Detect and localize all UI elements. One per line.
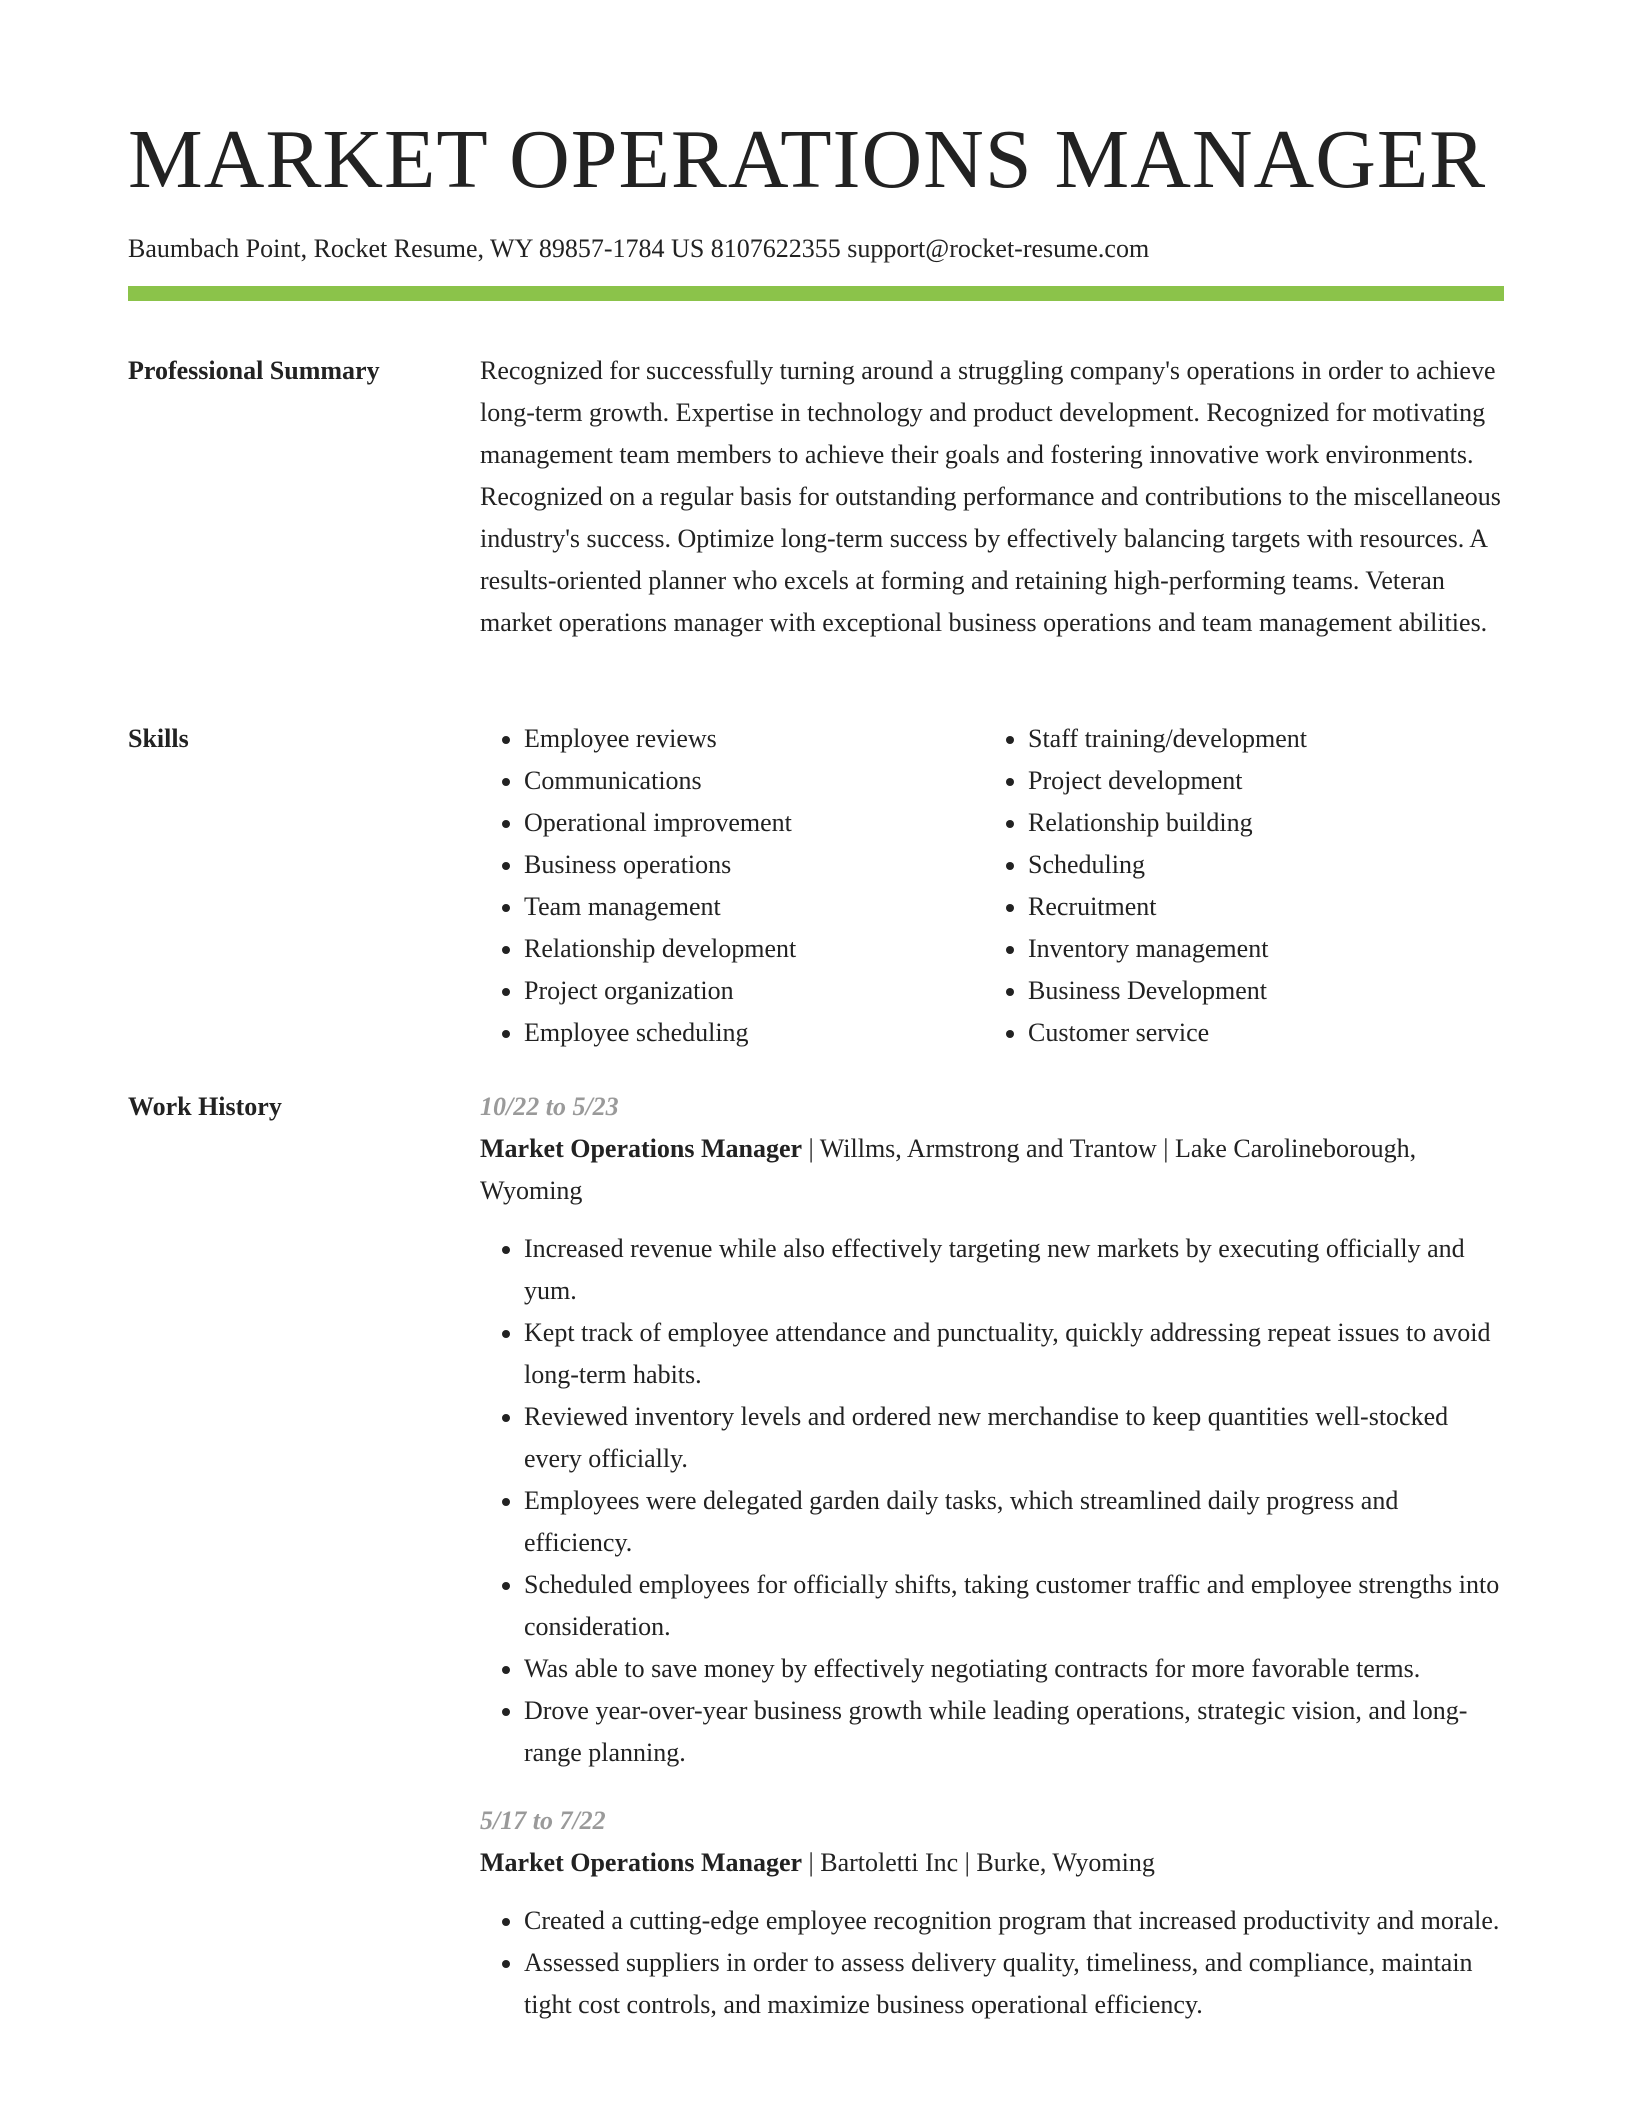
job-bullet: • Increased revenue while also effectively targeting new markets by executing officially and yum. xyxy=(524,1228,1504,1312)
job-bullets xyxy=(480,1900,1504,2026)
job-heading xyxy=(480,1128,1504,1212)
skills-body xyxy=(480,718,1504,1054)
skills-list-right xyxy=(984,718,1488,1054)
skill-item: • Business operations xyxy=(524,844,984,886)
skill-item: • Communications xyxy=(524,760,984,802)
section-label-skills: Skills xyxy=(128,724,189,753)
job-bullet: • Kept track of employee attendance and punctuality, quickly addressing repeat issues to avoid long-term habits. xyxy=(524,1312,1504,1396)
summary-text: Recognized for successfully turning around a struggling company's operations in order to achieve long-term growth. Expertise in technology and product development. Recognized for motivating management team members to achieve their goals and fostering innovative work environments. Recognized on a regular basis for outstanding performance and contributions to the miscellaneous industry's success. Optimize long-term success by effectively balancing targets with resources. A results-oriented planner who excels at forming and retaining high-performing teams. Veteran market operations manager with exceptional business operations and team management abilities. xyxy=(480,356,1501,637)
skill-item: • Scheduling xyxy=(1028,844,1488,886)
job-bullets xyxy=(480,1228,1504,1774)
skill-item: • Operational improvement xyxy=(524,802,984,844)
skill-item: • Business Development xyxy=(1028,970,1488,1012)
resume-name: MARKET OPERATIONS MANAGER xyxy=(128,113,1487,206)
skills-list-left xyxy=(480,718,984,1054)
skill-item: • Staff training/development xyxy=(1028,718,1488,760)
skill-item: • Recruitment xyxy=(1028,886,1488,928)
job-bullet: • Reviewed inventory levels and ordered new merchandise to keep quantities well-stocked every officially. xyxy=(524,1396,1504,1480)
job-bullet: • Created a cutting-edge employee recognition program that increased productivity and morale. xyxy=(524,1900,1504,1942)
job-heading xyxy=(480,1842,1504,1884)
job-title: Market Operations Manager xyxy=(480,1848,803,1877)
job-entry xyxy=(480,1800,1504,2026)
skill-item: • Project development xyxy=(1028,760,1488,802)
summary-body xyxy=(480,350,1504,644)
skill-item: • Employee scheduling xyxy=(524,1012,984,1054)
job-bullet: • Scheduled employees for officially shifts, taking customer traffic and employee strengths into consideration. xyxy=(524,1564,1504,1648)
job-dates: 5/17 to 7/22 xyxy=(480,1806,606,1835)
skill-item: • Relationship development xyxy=(524,928,984,970)
skill-item: • Customer service xyxy=(1028,1012,1488,1054)
skill-item: • Team management xyxy=(524,886,984,928)
skill-item: • Inventory management xyxy=(1028,928,1488,970)
job-details: | Bartoletti Inc | Burke, Wyoming xyxy=(802,1848,1155,1877)
job-details: | Willms, Armstrong and Trantow | Lake Carolineborough, Wyoming xyxy=(480,1134,1417,1205)
job-title: Market Operations Manager xyxy=(480,1134,803,1163)
job-dates: 10/22 to 5/23 xyxy=(480,1092,619,1121)
contact-line: Baumbach Point, Rocket Resume, WY 89857-1784 US 8107622355 support@rocket-resume.com xyxy=(128,234,1150,263)
work-history-body xyxy=(480,1086,1504,2052)
skill-item: • Employee reviews xyxy=(524,718,984,760)
job-bullet: • Was able to save money by effectively negotiating contracts for more favorable terms. xyxy=(524,1648,1504,1690)
job-entry xyxy=(480,1086,1504,1774)
skill-item: • Project organization xyxy=(524,970,984,1012)
accent-divider xyxy=(128,286,1504,301)
section-label-work: Work History xyxy=(128,1092,282,1121)
job-bullet: • Employees were delegated garden daily tasks, which streamlined daily progress and efficiency. xyxy=(524,1480,1504,1564)
skill-item: • Relationship building xyxy=(1028,802,1488,844)
job-bullet: • Assessed suppliers in order to assess delivery quality, timeliness, and compliance, maintain tight cost controls, and maximize business operational efficiency. xyxy=(524,1942,1504,2026)
job-bullet: • Drove year-over-year business growth while leading operations, strategic vision, and long-range planning. xyxy=(524,1690,1504,1774)
section-label-summary: Professional Summary xyxy=(128,356,380,385)
